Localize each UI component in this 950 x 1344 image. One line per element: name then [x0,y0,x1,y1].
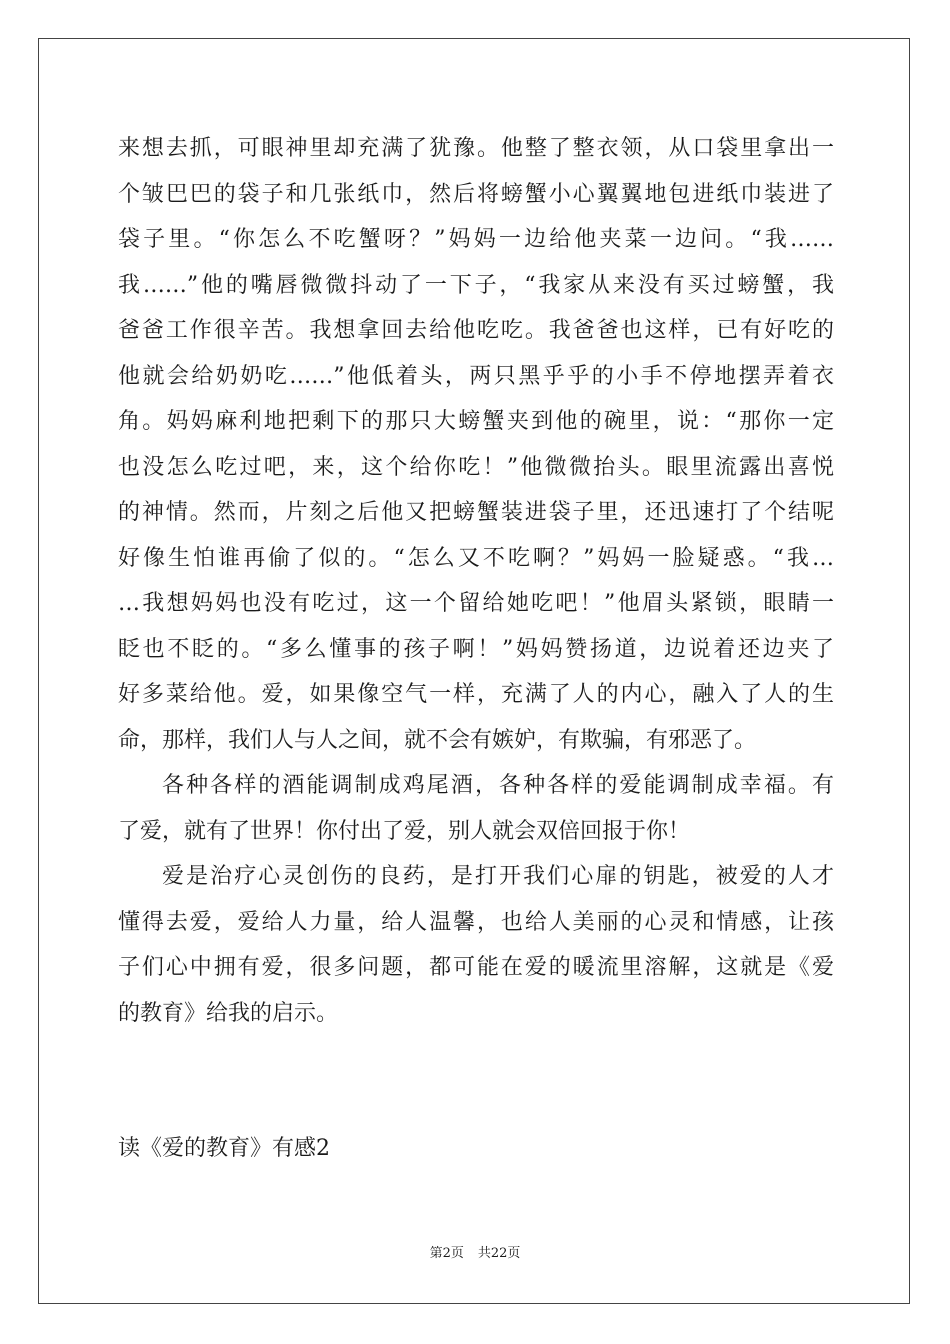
text-line: 爱是治疗心灵创伤的良药，是打开我们心扉的钥匙，被爱的人才 [162,864,834,889]
text-line: 来想去抓，可眼神里却充满了犹豫。他整了整衣领，从口袋里拿出一 [118,136,834,161]
text-line: 了爱，就有了世界！你付出了爱，别人就会双倍回报于你！ [118,818,691,844]
paragraph [118,854,834,1036]
section-heading: 读《爱的教育》有感2 [118,1136,330,1161]
document-body [118,126,834,1036]
text-line: 角。妈妈麻利地把剩下的那只大螃蟹夹到他的碗里，说：“那你一定 [118,409,834,434]
text-line: 好像生怕谁再偷了似的。“怎么又不吃啊？”妈妈一脸疑惑。“我… [118,545,834,571]
text-line: 他就会给奶奶吃……”他低着头，两只黑乎乎的小手不停地摆弄着衣 [118,363,834,389]
page-footer [0,1244,950,1264]
text-line: 我……”他的嘴唇微微抖动了一下子，“我家从来没有买过螃蟹，我 [118,272,834,298]
text-line: 的神情。然而，片刻之后他又把螃蟹装进袋子里，还迅速打了个结呢 [118,500,834,525]
paragraph [118,126,834,763]
text-line: 爸爸工作很辛苦。我想拿回去给他吃吃。我爸爸也这样，已有好吃的 [118,318,834,343]
text-line: 袋子里。“你怎么不吃蟹呀？”妈妈一边给他夹菜一边问。“我…… [118,227,834,252]
text-line: …我想妈妈也没有吃过，这一个留给她吃吧！”他眉头紧锁，眼睛一 [118,591,834,616]
page-total: 共22页 [477,1246,521,1261]
paragraph [118,763,834,854]
text-line: 个皱巴巴的袋子和几张纸巾，然后将螃蟹小心翼翼地包进纸巾装进了 [118,181,834,207]
text-line: 也没怎么吃过吧，来，这个给你吃！”他微微抬头。眼里流露出喜悦 [118,454,834,480]
page-number: 第2页 [429,1246,464,1261]
text-line: 眨也不眨的。“多么懂事的孩子啊！”妈妈赞扬道，边说着还边夹了 [118,636,834,662]
text-line: 懂得去爱，爱给人力量，给人温馨，也给人美丽的心灵和情感，让孩 [118,909,834,935]
text-line: 子们心中拥有爱，很多问题，都可能在爱的暖流里溶解，这就是《爱 [118,955,834,980]
text-line: 的教育》给我的启示。 [118,1000,339,1026]
text-line: 各种各样的酒能调制成鸡尾酒，各种各样的爱能调制成幸福。有 [162,773,834,798]
text-line: 命，那样，我们人与人之间，就不会有嫉妒，有欺骗，有邪恶了。 [118,727,757,753]
text-line: 好多菜给他。爱，如果像空气一样，充满了人的内心，融入了人的生 [118,682,834,707]
